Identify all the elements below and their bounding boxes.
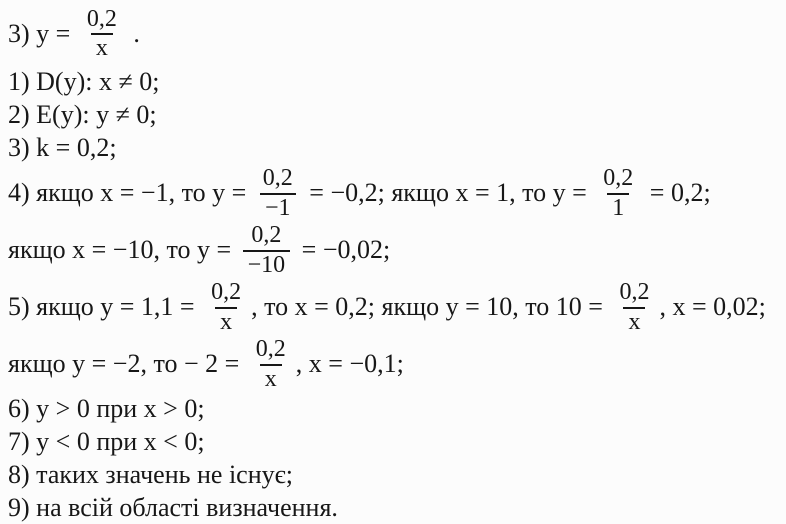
math-text: 2) E(y): y ≠ 0; [8,100,157,130]
math-text: 3) y = [8,18,77,48]
solution-line-range [8,99,786,132]
fraction-denominator: x [260,364,282,392]
math-text: 3) k = 0,2; [8,133,117,163]
fraction-numerator: 0,2 [251,222,282,249]
fraction [258,166,298,220]
math-text: якщо y = −2, то − 2 = [8,349,246,379]
solution-line-coefficient [8,132,786,165]
solution-line-negative-interval [8,426,786,459]
fraction-numerator: 0,2 [255,336,286,363]
solution-line-whole-domain [8,492,786,524]
fraction-numerator: 0,2 [619,279,650,306]
solution-line-domain [8,66,786,99]
math-text: , x = 0,02; [659,292,766,322]
fraction-denominator: −1 [260,193,296,221]
fraction-numerator: 0,2 [603,165,634,192]
fraction-numerator: 0,2 [262,165,293,192]
solution-content [8,2,786,524]
fraction [206,280,246,334]
math-text: 9) на всій області визначення. [8,493,338,523]
fraction-numerator: 0,2 [211,279,242,306]
math-text: 7) y < 0 при x < 0; [8,427,205,457]
fraction-denominator: x [91,33,113,61]
solution-line-positive-interval [8,393,786,426]
solution-line-function-definition [8,2,786,66]
fraction [243,223,291,277]
math-text: = −0,2; якщо x = 1, то y = [302,178,594,208]
math-text: якщо x = −10, то y = [8,235,238,265]
math-text: 6) y > 0 при x > 0; [8,394,205,424]
solution-line-values-for-x-part1 [8,165,786,222]
solution-line-values-for-x-part2 [8,222,786,279]
math-text: 4) якщо x = −1, то y = [8,178,253,208]
math-text: , то x = 0,2; якщо y = 10, то 10 = [251,292,610,322]
solution-line-values-for-y-part1 [8,279,786,336]
math-text: = 0,2; [643,178,711,208]
math-text: , x = −0,1; [295,349,404,379]
math-text: 8) таких значень не існує; [8,460,294,490]
math-text: 1) D(y): x ≠ 0; [8,67,160,97]
fraction-denominator: 1 [607,193,629,221]
solution-line-values-for-y-part2 [8,336,786,393]
fraction-numerator: 0,2 [86,5,117,32]
fraction [251,337,291,391]
fraction-denominator: −10 [243,250,291,278]
math-text: . [126,18,140,48]
fraction [598,166,638,220]
fraction [82,7,122,61]
solution-line-no-such-values [8,459,786,492]
math-text: 5) якщо y = 1,1 = [8,292,202,322]
fraction-denominator: x [623,307,645,335]
math-text: = −0,02; [295,235,391,265]
fraction-denominator: x [215,307,237,335]
fraction [614,280,654,334]
